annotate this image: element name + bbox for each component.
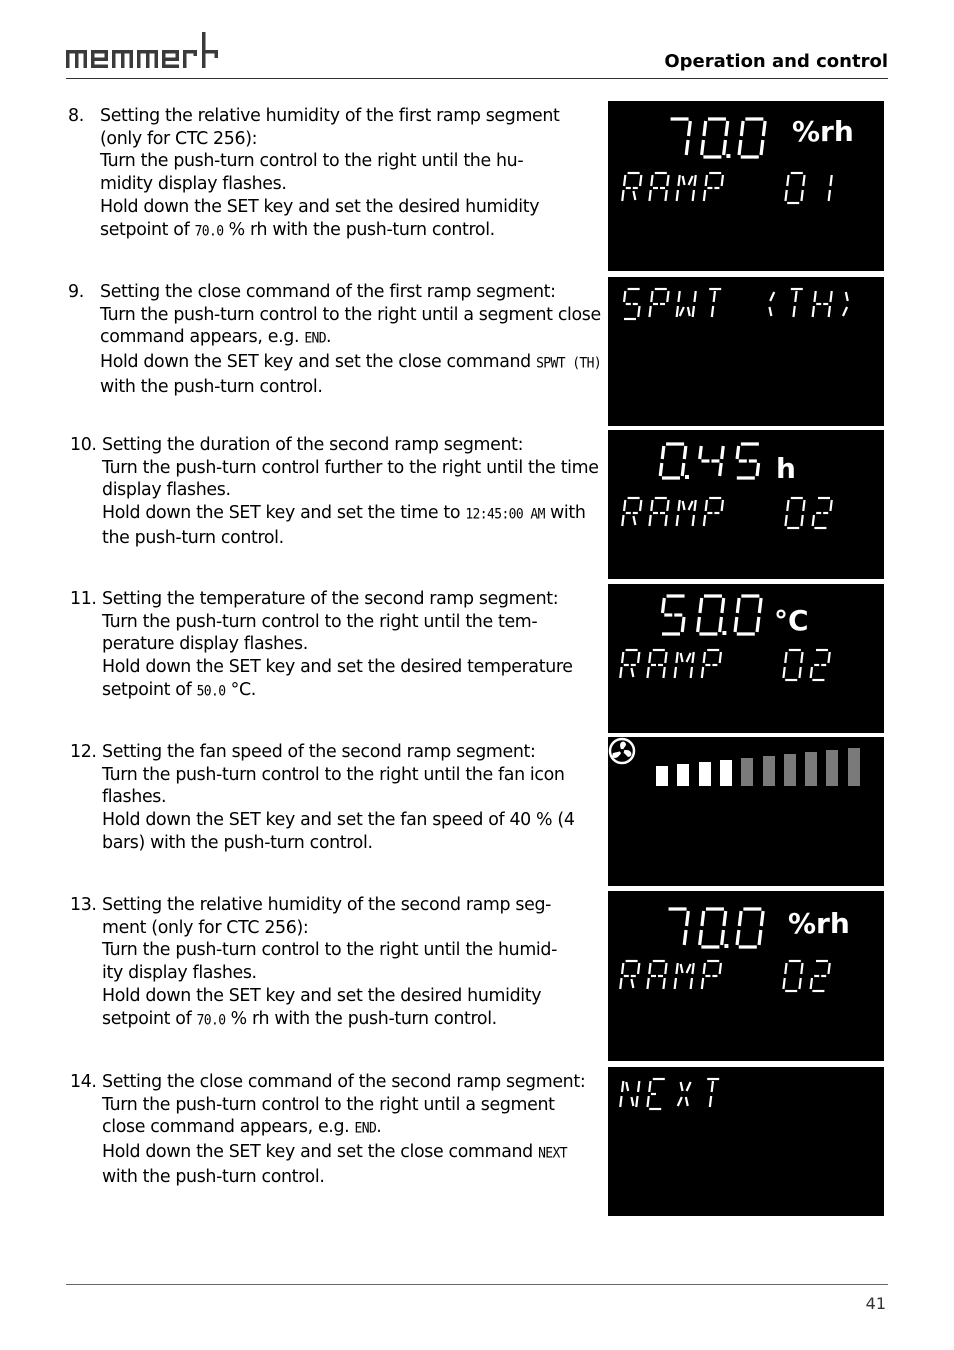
lcd-segment bbox=[640, 500, 641, 511]
lcd-segment bbox=[622, 652, 623, 663]
lcd-segment bbox=[706, 175, 707, 186]
lcd-segment-display bbox=[608, 584, 884, 733]
lcd-segment bbox=[675, 978, 676, 989]
lcd-segment bbox=[665, 515, 666, 526]
step-instruction: Hold down the SET key and set the time to 12:45:00 AM with the push-turn control. bbox=[102, 503, 586, 548]
lcd-segment bbox=[829, 190, 830, 201]
lcd-segment bbox=[631, 1097, 633, 1106]
lcd-segment bbox=[682, 617, 684, 632]
fan-speed-bar bbox=[677, 764, 689, 786]
lcd-segment bbox=[687, 964, 691, 973]
lcd-value: 70.0 bbox=[194, 222, 224, 240]
lcd-segment bbox=[687, 1082, 691, 1091]
lcd-segment bbox=[663, 598, 665, 613]
step-text bbox=[68, 434, 602, 550]
lcd-segment bbox=[667, 500, 668, 511]
lcd-segment bbox=[813, 515, 814, 526]
lcd-segment bbox=[700, 598, 702, 613]
lcd-segment bbox=[677, 190, 678, 201]
lcd-decimal-point bbox=[685, 475, 689, 479]
step-instruction: Turn the push-turn control to the right until the fan icon flashes. bbox=[102, 764, 565, 808]
step-text bbox=[68, 741, 602, 855]
lcd-segment bbox=[678, 500, 679, 511]
lcd-value: 70.0 bbox=[196, 1011, 226, 1029]
lcd-segment bbox=[694, 175, 695, 186]
lcd-segment bbox=[687, 653, 691, 662]
lcd-value: END bbox=[304, 330, 326, 348]
display-panel-temperature-ramp02 bbox=[608, 584, 884, 733]
lcd-segment bbox=[799, 978, 800, 989]
lcd-segment bbox=[689, 121, 691, 136]
lcd-segment bbox=[651, 175, 652, 186]
display-panel-next bbox=[608, 1067, 884, 1216]
lcd-segment bbox=[649, 515, 650, 526]
lcd-segment bbox=[702, 140, 704, 155]
lcd-segment bbox=[633, 191, 635, 200]
lcd-decimal-point bbox=[726, 154, 730, 158]
step-12 bbox=[68, 741, 602, 855]
lcd-segment-display bbox=[608, 277, 884, 426]
lcd-segment bbox=[700, 930, 702, 945]
lcd-segment bbox=[722, 598, 724, 613]
lcd-segment bbox=[694, 291, 695, 302]
lcd-segment bbox=[681, 1082, 683, 1091]
lcd-segment bbox=[829, 306, 830, 317]
lcd-segment bbox=[704, 121, 706, 136]
lcd-segment bbox=[770, 292, 774, 301]
lcd-segment bbox=[622, 963, 623, 974]
lcd-segment bbox=[737, 930, 739, 945]
step-number: 11. bbox=[70, 589, 97, 609]
step-9 bbox=[68, 281, 602, 399]
lcd-segment bbox=[631, 668, 633, 677]
lcd-value: NEXT bbox=[538, 1145, 567, 1162]
lcd-segment bbox=[846, 292, 848, 301]
lcd-segment bbox=[663, 667, 664, 678]
lcd-segment bbox=[759, 598, 761, 613]
step-heading: Setting the duration of the second ramp segment: bbox=[102, 435, 524, 455]
lcd-segment bbox=[649, 963, 650, 974]
lcd-segment bbox=[741, 121, 743, 136]
lcd-segment bbox=[624, 500, 625, 511]
lcd-segment bbox=[759, 930, 761, 945]
lcd-segment bbox=[704, 963, 705, 974]
lcd-segment bbox=[647, 1096, 648, 1107]
lcd-segment bbox=[678, 291, 679, 302]
lcd-segment bbox=[830, 175, 831, 186]
step-10 bbox=[68, 434, 602, 550]
step-heading: Setting the temperature of the second ramp segment: bbox=[102, 589, 559, 609]
step-instruction: Hold down the SET key and set the fan speed of 40 % (4 bars) with the push-turn control. bbox=[102, 810, 575, 853]
lcd-segment bbox=[677, 306, 678, 317]
lcd-segment bbox=[662, 446, 664, 459]
lcd-segment bbox=[649, 1081, 650, 1092]
lcd-segment bbox=[675, 667, 676, 678]
lcd-segment bbox=[714, 291, 715, 302]
lcd-segment bbox=[737, 598, 739, 613]
lcd-segment bbox=[785, 515, 786, 526]
lcd-segment bbox=[680, 307, 684, 316]
lcd-segment bbox=[785, 963, 786, 974]
step-heading: Setting the close command of the first ramp segment: bbox=[100, 282, 556, 302]
step-number: 14. bbox=[70, 1072, 97, 1092]
section-title: Operation and control bbox=[664, 51, 888, 72]
lcd-segment bbox=[803, 175, 804, 186]
lcd-segment bbox=[739, 911, 741, 926]
lcd-segment bbox=[828, 652, 829, 663]
lcd-segment bbox=[647, 667, 648, 678]
lcd-segment bbox=[735, 617, 737, 632]
lcd-segment bbox=[720, 652, 721, 663]
lcd-segment bbox=[692, 652, 693, 663]
display-panel-fan-speed bbox=[608, 737, 884, 886]
fan-speed-bar bbox=[741, 758, 753, 786]
lcd-value: SPWT (TH) bbox=[536, 355, 602, 372]
lcd-segment bbox=[783, 667, 784, 678]
lcd-segment bbox=[636, 1096, 637, 1107]
unit-label: °C bbox=[774, 604, 809, 637]
header-divider bbox=[66, 78, 888, 79]
lcd-segment bbox=[722, 930, 724, 945]
lcd-segment bbox=[651, 291, 652, 302]
display-panel-humidity-ramp01 bbox=[608, 101, 884, 271]
lcd-segment bbox=[706, 500, 707, 511]
lcd-value: 12:45:00 AM bbox=[465, 506, 545, 523]
lcd-segment bbox=[710, 1096, 711, 1107]
lcd-segment bbox=[739, 140, 741, 155]
step-number: 8. bbox=[68, 106, 84, 126]
lcd-segment bbox=[795, 291, 796, 302]
lcd-segment bbox=[761, 140, 763, 155]
lcd-segment bbox=[785, 190, 786, 201]
lcd-segment bbox=[811, 978, 812, 989]
lcd-segment bbox=[687, 911, 689, 926]
lcd-segment bbox=[667, 291, 668, 302]
step-text bbox=[68, 105, 602, 243]
lcd-segment bbox=[720, 463, 722, 476]
step-instruction: Hold down the SET key and set the desired humidity setpoint of 70.0 % rh with the push-turn control. bbox=[102, 986, 541, 1029]
lcd-segment bbox=[722, 175, 723, 186]
lcd-segment bbox=[693, 190, 694, 201]
lcd-segment bbox=[689, 176, 693, 185]
lcd-segment bbox=[684, 446, 686, 459]
lcd-segment bbox=[737, 446, 739, 459]
lcd-segment bbox=[626, 1082, 628, 1091]
lcd-segment bbox=[787, 500, 788, 511]
lcd-segment bbox=[649, 190, 650, 201]
lcd-segment bbox=[676, 963, 677, 974]
lcd-segment bbox=[649, 306, 650, 317]
lcd-segment bbox=[678, 1097, 682, 1106]
lcd-segment bbox=[665, 963, 666, 974]
display-panel-humidity-ramp02 bbox=[608, 891, 884, 1061]
display-panel-spwt bbox=[608, 277, 884, 426]
step-13 bbox=[68, 894, 602, 1032]
lcd-segment bbox=[693, 515, 694, 526]
lcd-segment bbox=[803, 500, 804, 511]
step-8 bbox=[68, 105, 602, 243]
lcd-segment bbox=[698, 617, 700, 632]
lcd-segment bbox=[704, 652, 705, 663]
lcd-segment bbox=[763, 121, 765, 136]
lcd-segment bbox=[681, 653, 683, 662]
lcd-segment bbox=[761, 911, 763, 926]
lcd-segment bbox=[638, 306, 639, 317]
lcd-segment bbox=[651, 500, 652, 511]
unit-label: %rh bbox=[792, 115, 854, 148]
fan-speed-bar bbox=[826, 750, 838, 786]
lcd-segment bbox=[830, 291, 831, 302]
lcd-segment bbox=[677, 515, 678, 526]
lcd-segment bbox=[785, 652, 786, 663]
lcd-segment bbox=[724, 911, 726, 926]
lcd-segment bbox=[801, 515, 802, 526]
step-instruction: Hold down the SET key and set the desired temperature setpoint of 50.0 °C. bbox=[102, 657, 573, 700]
lcd-segment bbox=[702, 978, 703, 989]
step-heading: Setting the close command of the second ramp segment: bbox=[102, 1072, 586, 1092]
lcd-segment bbox=[811, 667, 812, 678]
step-text bbox=[68, 281, 602, 399]
lcd-segment bbox=[704, 515, 705, 526]
fan-speed-bar bbox=[720, 760, 732, 786]
lcd-segment bbox=[801, 190, 802, 201]
lcd-decimal-point bbox=[724, 944, 728, 948]
step-heading: Setting the relative humidity of the first ramp segment (only for CTC 256): bbox=[100, 106, 560, 149]
fan-speed-bar bbox=[699, 762, 711, 786]
lcd-segment bbox=[684, 930, 686, 945]
fan-icon bbox=[608, 737, 636, 765]
step-11 bbox=[68, 588, 602, 704]
lcd-segment-display bbox=[608, 1067, 884, 1216]
step-text bbox=[68, 588, 602, 704]
step-instruction: Hold down the SET key and set the close command NEXT with the push-turn control. bbox=[102, 1142, 567, 1187]
lcd-segment bbox=[693, 306, 694, 317]
step-instruction: Turn the push-turn control to the right until a segment close command appears, e.g. END. bbox=[100, 305, 601, 348]
lcd-segment bbox=[633, 516, 635, 525]
lcd-segment bbox=[682, 463, 684, 476]
lcd-segment bbox=[814, 291, 815, 302]
step-instruction: Turn the push-turn control to the right until the humid- ity display flashes. bbox=[102, 940, 558, 984]
unit-label: %rh bbox=[788, 907, 850, 940]
lcd-segment bbox=[622, 515, 623, 526]
lcd-segment bbox=[622, 1081, 623, 1092]
lcd-segment bbox=[624, 175, 625, 186]
step-text bbox=[68, 894, 602, 1032]
lcd-value: 50.0 bbox=[196, 682, 226, 700]
lcd-decimal-point bbox=[722, 631, 726, 635]
lcd-segment bbox=[694, 500, 695, 511]
fan-speed-bar bbox=[656, 766, 668, 786]
lcd-segment bbox=[722, 446, 724, 459]
lcd-segment bbox=[787, 175, 788, 186]
step-number: 9. bbox=[68, 282, 84, 302]
lcd-segment bbox=[689, 501, 693, 510]
lcd-segment bbox=[700, 446, 702, 459]
step-instruction: Hold down the SET key and set the desired humidity setpoint of 70.0 % rh with the push-turn control. bbox=[100, 197, 539, 240]
lcd-segment bbox=[620, 1096, 621, 1107]
lcd-segment bbox=[799, 667, 800, 678]
step-number: 12. bbox=[70, 742, 97, 762]
step-heading: Setting the relative humidity of the second ramp seg- ment (only for CTC 256): bbox=[102, 895, 552, 938]
lcd-segment bbox=[667, 175, 668, 186]
lcd-segment bbox=[712, 1081, 713, 1092]
lcd-segment bbox=[647, 978, 648, 989]
step-instruction: Turn the push-turn control to the right until the hu- midity display flashes. bbox=[100, 151, 524, 195]
step-number: 10. bbox=[70, 435, 97, 455]
step-number: 13. bbox=[70, 895, 97, 915]
fan-speed-bar bbox=[763, 756, 775, 786]
lcd-segment bbox=[692, 963, 693, 974]
lcd-segment bbox=[665, 190, 666, 201]
lcd-value: END bbox=[354, 1120, 377, 1138]
lcd-segment bbox=[801, 652, 802, 663]
lcd-segment bbox=[638, 963, 639, 974]
lcd-segment bbox=[620, 667, 621, 678]
lcd-segment bbox=[620, 978, 621, 989]
lcd-segment bbox=[702, 667, 703, 678]
lcd-segment bbox=[783, 978, 784, 989]
display-panel-time-ramp02 bbox=[608, 430, 884, 579]
lcd-segment bbox=[665, 652, 666, 663]
lcd-segment bbox=[702, 911, 704, 926]
step-14 bbox=[68, 1071, 602, 1189]
lcd-segment bbox=[683, 501, 685, 510]
lcd-segment bbox=[649, 652, 650, 663]
lcd-segment bbox=[688, 307, 690, 316]
lcd-segment bbox=[678, 175, 679, 186]
lcd-segment bbox=[622, 190, 623, 201]
lcd-segment bbox=[663, 978, 664, 989]
lcd-segment bbox=[726, 121, 728, 136]
lcd-segment bbox=[660, 463, 662, 476]
lcd-segment bbox=[704, 190, 705, 201]
step-instruction: Turn the push-turn control to the right until the tem- perature display flashes. bbox=[102, 611, 538, 655]
lcd-segment bbox=[813, 306, 814, 317]
lcd-segment bbox=[757, 617, 759, 632]
lcd-segment bbox=[624, 291, 625, 302]
step-instruction: Turn the push-turn control to the right until a segment close command appears, e.g. END. bbox=[102, 1095, 555, 1138]
lcd-segment bbox=[793, 306, 794, 317]
step-heading: Setting the fan speed of the second ramp segment: bbox=[102, 742, 536, 762]
lcd-segment bbox=[757, 463, 759, 476]
lcd-segment bbox=[691, 667, 692, 678]
lcd-segment bbox=[638, 1081, 639, 1092]
footer-divider bbox=[66, 1284, 888, 1285]
fan-speed-bar bbox=[805, 752, 817, 786]
lcd-segment bbox=[828, 963, 829, 974]
fan-speed-bar bbox=[848, 748, 860, 786]
fan-speed-bar bbox=[784, 754, 796, 786]
lcd-segment bbox=[722, 500, 723, 511]
lcd-segment-display bbox=[608, 430, 884, 579]
step-instruction: Hold down the SET key and set the close command SPWT (TH) with the push-turn control. bbox=[100, 352, 602, 397]
lcd-segment bbox=[631, 979, 633, 988]
lcd-segment bbox=[640, 175, 641, 186]
lcd-segment bbox=[686, 1097, 688, 1106]
lcd-segment bbox=[683, 176, 685, 185]
lcd-segment bbox=[769, 307, 771, 316]
lcd-segment bbox=[720, 617, 722, 632]
lcd-segment bbox=[681, 964, 683, 973]
lcd-segment bbox=[691, 978, 692, 989]
lcd-segment bbox=[720, 963, 721, 974]
lcd-segment bbox=[676, 652, 677, 663]
page-number: 41 bbox=[865, 1294, 886, 1313]
lcd-segment bbox=[830, 500, 831, 511]
lcd-segment bbox=[638, 652, 639, 663]
lcd-segment bbox=[724, 140, 726, 155]
memmert-logo bbox=[66, 32, 218, 74]
step-text bbox=[68, 1071, 602, 1189]
lcd-segment bbox=[801, 963, 802, 974]
lcd-segment bbox=[843, 307, 847, 316]
lcd-segment bbox=[712, 306, 713, 317]
unit-label: h bbox=[776, 452, 796, 485]
lcd-segment bbox=[686, 140, 688, 155]
step-instruction: Turn the push-turn control further to the right until the time display flashes. bbox=[102, 457, 599, 501]
